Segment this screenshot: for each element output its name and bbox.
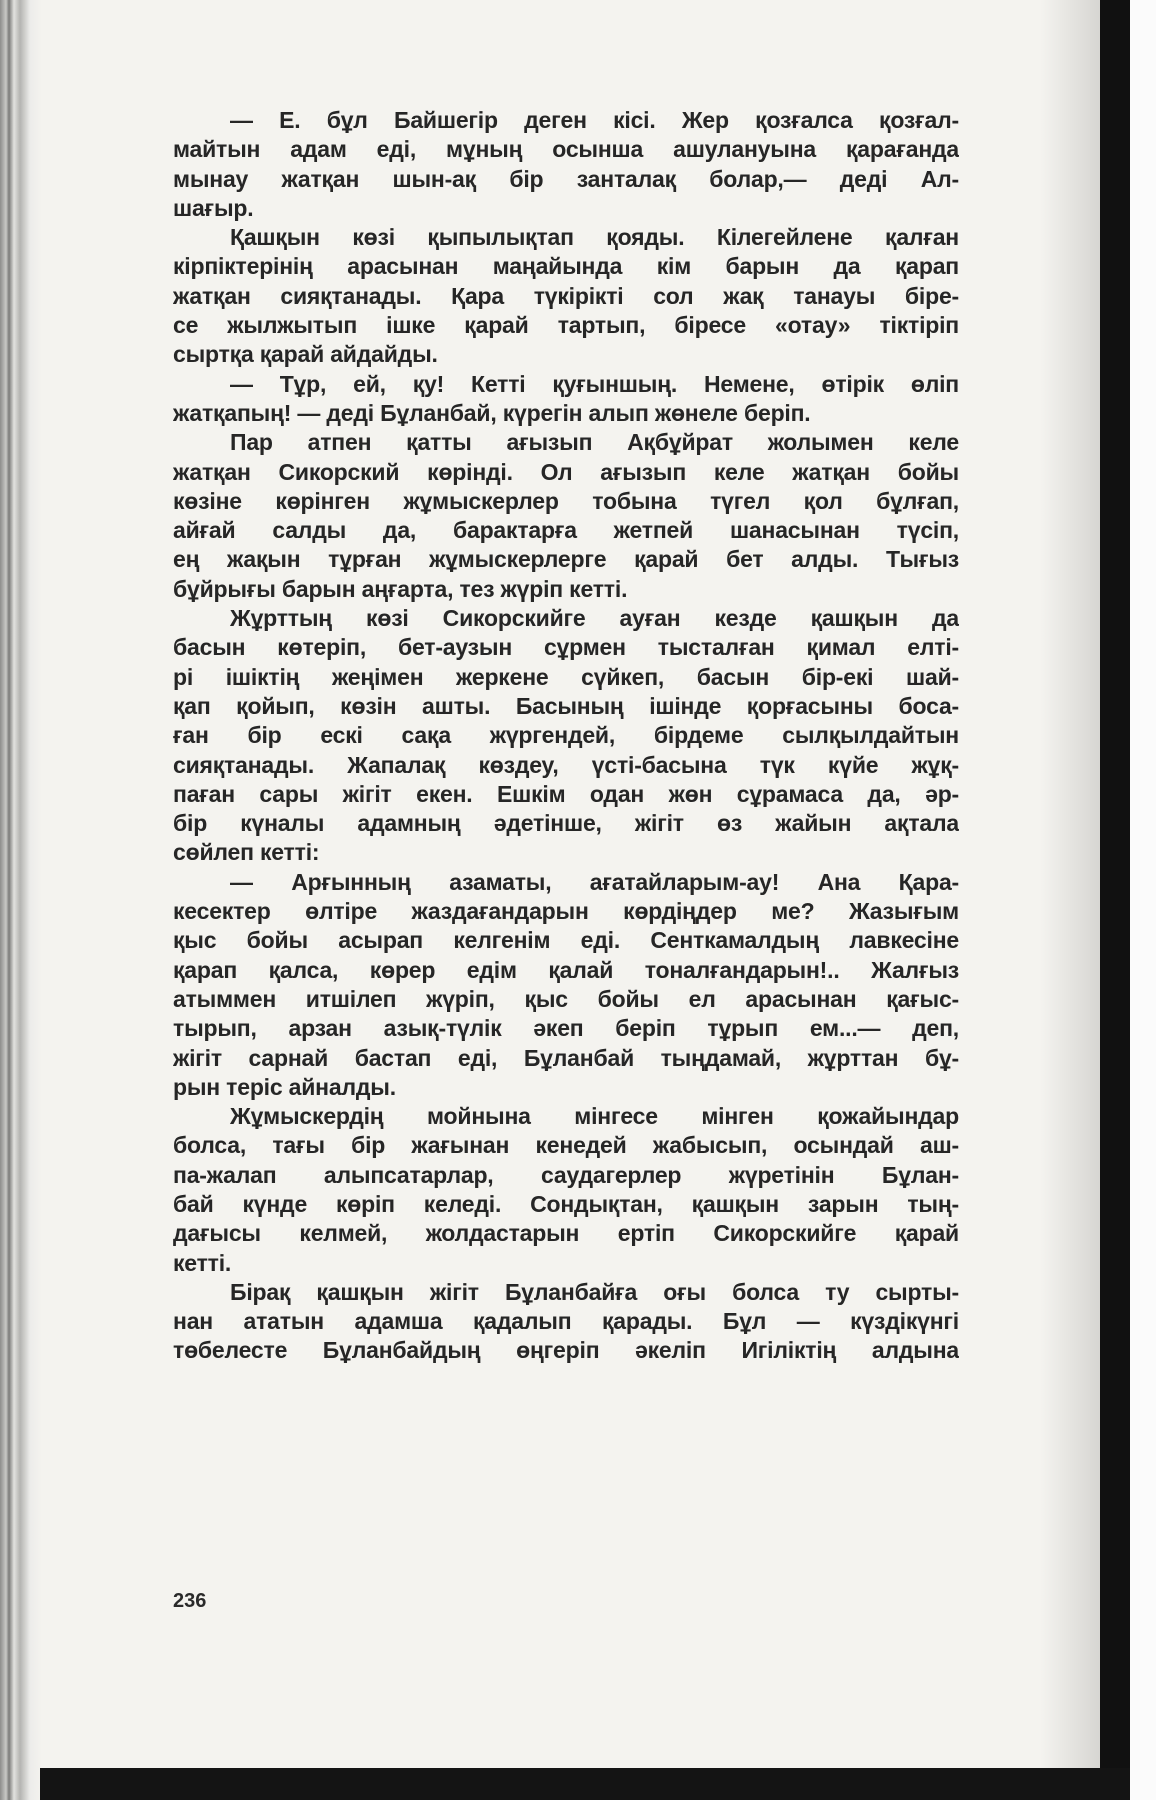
text-line: кетті.	[173, 1249, 232, 1276]
text-line: төбелесте Бұланбайдың өңгеріп әкеліп Игіліктің алдына	[173, 1337, 959, 1364]
text-line: рі ішіктің жеңімен жеркене сүйкеп, басын бір-екі шай-	[173, 663, 959, 690]
paragraph	[173, 106, 959, 223]
text-line: болса, тағы бір жағынан кенедей жабысып, осындай аш-	[173, 1132, 959, 1159]
text-line: сөйлеп кетті:	[173, 839, 320, 866]
text-line: па-жалап алыпсатарлар, саудагерлер жүретінін Бұлан-	[173, 1161, 959, 1188]
text-line: айғай салды да, барактарға жетпей шанасынан түсіп,	[173, 517, 959, 544]
page-shadow	[1040, 0, 1100, 1768]
text-line: рын теріс айналды.	[173, 1073, 396, 1100]
page-body-text	[173, 106, 959, 1366]
page-number: 236	[173, 1590, 207, 1612]
paragraph	[173, 1102, 959, 1278]
text-line: кірпіктерінің арасынан маңайында кім барын да қарап	[173, 253, 959, 280]
text-line: қыс бойы асырап келгенім еді. Сенткамалдың лавкесіне	[173, 927, 959, 954]
text-line: ең жақын тұрған жұмыскерлерге қарай бет алды. Тығыз	[173, 546, 959, 573]
text-line: Жұмыскердің мойнына мінгесе мінген қожайындар	[230, 1103, 959, 1130]
text-line: атыммен итшілеп жүріп, қыс бойы ел арасынан қағыс-	[173, 985, 959, 1012]
text-line: бай күнде көріп келеді. Сондықтан, қашқын зарын тың-	[173, 1190, 959, 1217]
text-line: дағысы келмей, жолдастарын ертіп Сикорскийге қарай	[173, 1220, 959, 1247]
paragraph	[173, 428, 959, 604]
text-line: се жылжытып ішке қарай тартып, біресе «отау» тіктіріп	[173, 312, 959, 339]
text-line: кесектер өлтіре жаздағандарын көрдіңдер ме? Жазығым	[173, 898, 959, 925]
text-line: бір күналы адамның әдетінше, жігіт өз жайын ақтала	[173, 810, 959, 837]
text-line: шағыр.	[173, 194, 254, 221]
scan-left-edge	[0, 0, 42, 1800]
text-line: мынау жатқан шын-ақ бір занталақ болар,— деді Ал-	[173, 165, 959, 192]
text-line: Жұрттың көзі Сикорскийге ауған кезде қашқын да	[230, 605, 959, 632]
text-line: сияқтанады. Жапалақ көздеу, үсті-басына түк күйе жұқ-	[173, 751, 959, 778]
text-line: — Арғынның азаматы, ағатайларым-ау! Ана Қара-	[230, 868, 959, 895]
text-line: қарап қалса, көрер едім қалай тоналғандарын!.. Жалғыз	[173, 956, 959, 983]
scan-right-border	[1100, 0, 1130, 1800]
scan-bottom-border	[40, 1768, 1130, 1800]
paragraph	[173, 223, 959, 369]
paragraph	[173, 370, 959, 429]
text-line: басын көтеріп, бет-аузын сұрмен тысталған қимал елті-	[173, 634, 959, 661]
text-line: сыртқа қарай айдайды.	[173, 341, 438, 368]
paragraph	[173, 1278, 959, 1366]
text-line: жатқапың! — деді Бұланбай, күрегін алып жөнеле беріп.	[173, 399, 811, 426]
text-line: жатқан Сикорский көрінді. Ол ағызып келе жатқан бойы	[173, 458, 959, 485]
text-line: нан ататын адамша қадалып қарады. Бұл — күздікүнгі	[173, 1308, 959, 1335]
text-line: қап қойып, көзін ашты. Басының ішінде қорғасыны боса-	[173, 692, 959, 719]
scan-margin	[1130, 0, 1156, 1800]
text-line: Пар атпен қатты ағызып Ақбұйрат жолымен келе	[230, 429, 959, 456]
paragraph	[173, 868, 959, 1102]
text-line: ған бір ескі сақа жүргендей, бірдеме сылқылдайтын	[173, 722, 959, 749]
text-line: жатқан сияқтанады. Қара түкірікті сол жақ танауы біре-	[173, 282, 959, 309]
paragraph	[173, 604, 959, 868]
text-line: Қашқын көзі қыпылықтап қояды. Кілегейлене қалған	[230, 224, 959, 251]
text-line: — Е. бұл Байшегір деген кісі. Жер қозғалса қозғал-	[230, 107, 959, 133]
text-line: Бірақ қашқын жігіт Бұланбайға оғы болса ту сырты-	[230, 1278, 959, 1305]
text-line: — Тұр, ей, қу! Кетті қуғыншың. Немене, өтірік өліп	[230, 370, 959, 397]
text-line: көзіне көрінген жұмыскерлер тобына түгел қол бұлғап,	[173, 487, 959, 514]
text-line: майтын адам еді, мұның осынша ашулануына қарағанда	[173, 136, 959, 163]
text-line: тырып, арзан азық-түлік әкеп беріп тұрып ем...— деп,	[173, 1015, 959, 1042]
text-line: паған сары жігіт екен. Ешкім одан жөн сұрамаса да, әр-	[173, 780, 959, 807]
text-line: бұйрығы барын аңғарта, тез жүріп кетті.	[173, 575, 628, 602]
text-line: жігіт сарнай бастап еді, Бұланбай тыңдамай, жұрттан бұ-	[173, 1044, 959, 1071]
